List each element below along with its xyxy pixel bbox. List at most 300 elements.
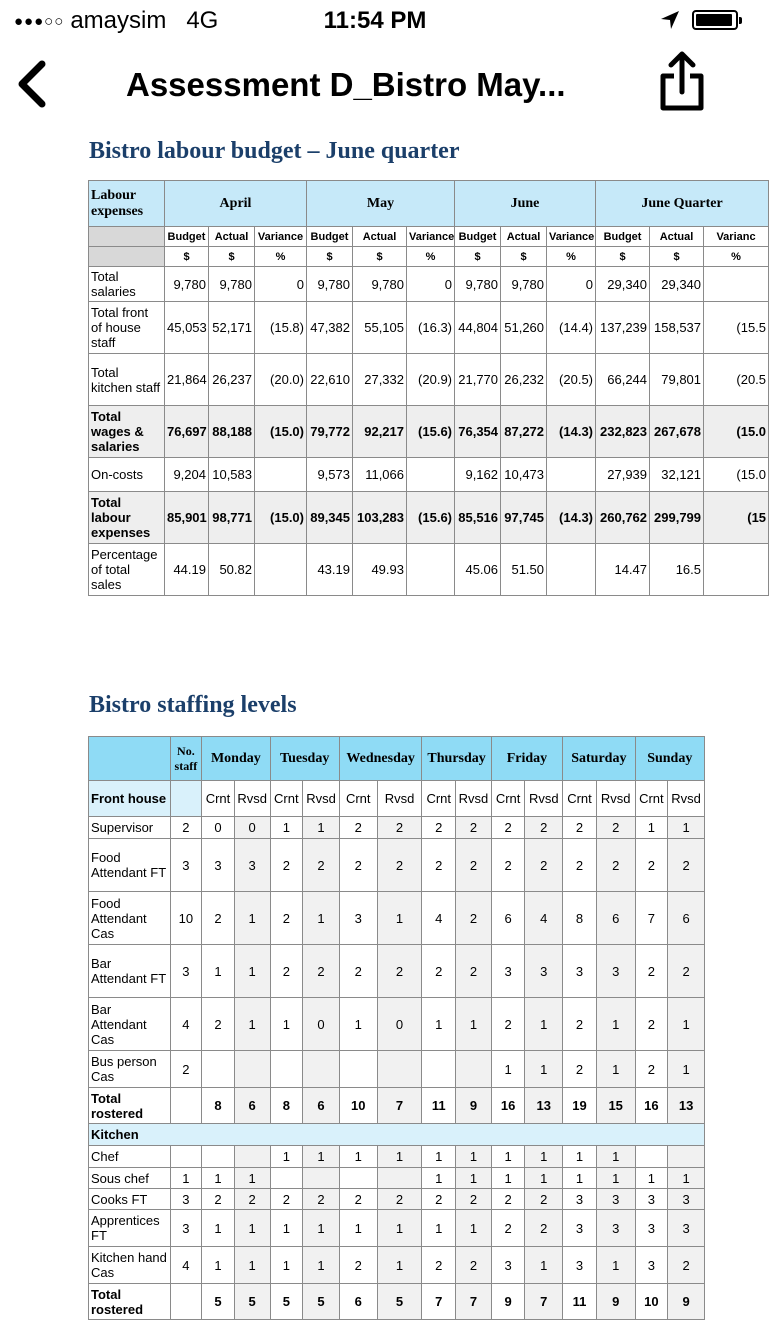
rvsd-header: Rvsd (377, 781, 422, 817)
staff-count-cell (234, 1051, 270, 1088)
staff-count-cell: 2 (563, 817, 597, 839)
budget-value-cell: 22,610 (307, 354, 353, 406)
staff-count-cell: 1 (170, 1168, 202, 1189)
row-label: Total labour expenses (89, 492, 165, 544)
column-subheader: Actual (353, 227, 407, 247)
column-subheader: Actual (501, 227, 547, 247)
staff-count-cell: 16 (635, 1088, 668, 1124)
rvsd-header: Rvsd (596, 781, 635, 817)
staff-count-cell: 1 (491, 1146, 525, 1168)
staff-count-cell: 2 (377, 839, 422, 892)
staff-count-cell (668, 1146, 705, 1168)
crnt-header: Crnt (491, 781, 525, 817)
staff-count-cell: 3 (668, 1189, 705, 1210)
staff-count-cell: 1 (491, 1051, 525, 1088)
staff-count-cell: 3 (668, 1210, 705, 1247)
budget-value-cell: 49.93 (353, 544, 407, 596)
staff-count-cell: 2 (456, 1189, 492, 1210)
staff-count-cell: 5 (377, 1284, 422, 1320)
budget-value-cell: 52,171 (209, 302, 255, 354)
staffing-row (89, 839, 705, 892)
staff-count-cell: 2 (339, 817, 377, 839)
staff-count-cell: 1 (303, 1210, 340, 1247)
budget-value-cell: 89,345 (307, 492, 353, 544)
staff-count-cell (270, 1051, 303, 1088)
staff-count-cell: 2 (422, 839, 456, 892)
staff-count-cell: 4 (422, 892, 456, 945)
staff-count-cell: 4 (525, 892, 563, 945)
staff-count-cell: 7 (456, 1284, 492, 1320)
row-label: Food Attendant Cas (89, 892, 171, 945)
staff-count-cell: 16 (491, 1088, 525, 1124)
staff-count-cell: 1 (202, 1210, 235, 1247)
staff-count-cell: 1 (339, 998, 377, 1051)
staff-count-cell: 2 (525, 1189, 563, 1210)
staff-count-cell: 1 (668, 1168, 705, 1189)
blank-header (89, 737, 171, 781)
staff-count-cell: 9 (456, 1088, 492, 1124)
budget-value-cell (547, 458, 596, 492)
staff-count-cell: 2 (422, 1247, 456, 1284)
staff-count-cell: 1 (377, 1210, 422, 1247)
staff-count-cell: 2 (303, 1189, 340, 1210)
staff-count-cell: 1 (668, 998, 705, 1051)
column-subheader: Budget (165, 227, 209, 247)
staff-count-cell: 5 (270, 1284, 303, 1320)
staff-count-cell: 2 (422, 1189, 456, 1210)
budget-heading: Bistro labour budget – June quarter (89, 138, 460, 164)
budget-value-cell: 29,340 (596, 267, 650, 302)
staff-count-cell: 7 (377, 1088, 422, 1124)
crnt-header: Crnt (270, 781, 303, 817)
budget-value-cell: 51.50 (501, 544, 547, 596)
staff-count-cell: 9 (491, 1284, 525, 1320)
budget-value-cell: 85,516 (455, 492, 501, 544)
staff-count-cell: 3 (491, 945, 525, 998)
day-header: Friday (491, 737, 562, 781)
staff-count-cell: 3 (170, 1210, 202, 1247)
column-subheader: Budget (455, 227, 501, 247)
staff-count-cell: 1 (596, 1247, 635, 1284)
staff-count-cell: 2 (377, 945, 422, 998)
budget-value-cell: (15.5 (704, 302, 769, 354)
staff-count-cell: 1 (234, 945, 270, 998)
staff-count-cell: 3 (339, 892, 377, 945)
month-header: June (455, 181, 596, 227)
staff-count-cell: 2 (668, 945, 705, 998)
staff-count-cell: 1 (234, 892, 270, 945)
staff-count-cell: 1 (377, 892, 422, 945)
day-header: Tuesday (270, 737, 339, 781)
staff-count-cell: 1 (596, 1146, 635, 1168)
staff-count-cell: 2 (303, 839, 340, 892)
staff-count-cell: 2 (270, 1189, 303, 1210)
row-label: On-costs (89, 458, 165, 492)
staff-count-cell: 2 (563, 998, 597, 1051)
staff-count-cell (270, 1168, 303, 1189)
staff-count-cell: 2 (456, 817, 492, 839)
staff-count-cell: 3 (635, 1189, 668, 1210)
budget-value-cell: 85,901 (165, 492, 209, 544)
crnt-header: Crnt (635, 781, 668, 817)
staff-count-cell: 2 (377, 1189, 422, 1210)
rvsd-header: Rvsd (668, 781, 705, 817)
staff-count-cell: 1 (525, 1247, 563, 1284)
staff-count-cell: 2 (339, 1189, 377, 1210)
staff-count-cell: 3 (596, 1210, 635, 1247)
staff-count-cell: 2 (377, 817, 422, 839)
staff-count-cell (339, 1051, 377, 1088)
staff-count-cell (422, 1051, 456, 1088)
staff-count-cell: 2 (422, 817, 456, 839)
staff-count-cell: 2 (202, 892, 235, 945)
staff-count-cell: 1 (563, 1146, 597, 1168)
staffing-row (89, 1168, 705, 1189)
staffing-heading: Bistro staffing levels (89, 692, 297, 718)
budget-value-cell: 9,780 (353, 267, 407, 302)
staff-count-cell: 9 (668, 1284, 705, 1320)
staff-count-cell: 1 (234, 1168, 270, 1189)
no-staff-header: No. staff (170, 737, 202, 781)
row-label: Chef (89, 1146, 171, 1168)
budget-value-cell (255, 544, 307, 596)
budget-value-cell: (14.3) (547, 406, 596, 458)
staff-count-cell: 9 (596, 1284, 635, 1320)
staffing-levels-table (88, 736, 705, 1320)
staff-count-cell: 2 (339, 839, 377, 892)
budget-value-cell: (15.6) (407, 492, 455, 544)
budget-value-cell: (15.8) (255, 302, 307, 354)
staffing-row (89, 945, 705, 998)
rvsd-header: Rvsd (525, 781, 563, 817)
staff-count-cell: 10 (339, 1088, 377, 1124)
column-subheader: Actual (209, 227, 255, 247)
staff-count-cell: 1 (422, 1210, 456, 1247)
budget-value-cell: (20.9) (407, 354, 455, 406)
row-label: Sous chef (89, 1168, 171, 1189)
staff-count-cell: 4 (170, 998, 202, 1051)
budget-value-cell: 79,772 (307, 406, 353, 458)
staff-count-cell: 1 (303, 1146, 340, 1168)
staff-count-cell: 1 (234, 998, 270, 1051)
staff-count-cell: 1 (596, 998, 635, 1051)
staff-count-cell: 2 (525, 1210, 563, 1247)
staffing-row (89, 817, 705, 839)
row-label: Cooks FT (89, 1189, 171, 1210)
staff-count-cell: 2 (596, 839, 635, 892)
carrier-name: amaysim (70, 7, 167, 34)
row-label: Supervisor (89, 817, 171, 839)
budget-value-cell: 32,121 (650, 458, 704, 492)
budget-value-cell: 26,237 (209, 354, 255, 406)
budget-row (89, 492, 769, 544)
crnt-header: Crnt (202, 781, 235, 817)
staffing-row (89, 998, 705, 1051)
staff-count-cell: 0 (234, 817, 270, 839)
staff-count-cell: 1 (456, 998, 492, 1051)
blank-cell (89, 247, 165, 267)
staff-count-cell: 1 (525, 1051, 563, 1088)
staff-count-cell: 1 (303, 1247, 340, 1284)
unit-cell: $ (353, 247, 407, 267)
month-header: May (307, 181, 455, 227)
staff-count-cell: 1 (456, 1210, 492, 1247)
staff-count-cell: 1 (270, 998, 303, 1051)
staff-count-cell: 1 (202, 1247, 235, 1284)
budget-value-cell: 9,780 (501, 267, 547, 302)
document-title: Assessment D_Bistro May... (126, 66, 566, 103)
staff-count-cell: 2 (270, 945, 303, 998)
staff-count-cell: 2 (635, 945, 668, 998)
column-subheader: Variance (547, 227, 596, 247)
staff-count-cell (234, 1146, 270, 1168)
staff-count-cell: 1 (303, 817, 340, 839)
staff-count-cell: 3 (635, 1247, 668, 1284)
staff-count-cell: 3 (170, 1189, 202, 1210)
unit-cell: $ (165, 247, 209, 267)
staff-count-cell (303, 1168, 340, 1189)
staff-count-cell: 1 (270, 817, 303, 839)
budget-value-cell: 98,771 (209, 492, 255, 544)
kitchen-section-row (89, 1124, 705, 1146)
row-label: Food Attendant FT (89, 839, 171, 892)
budget-value-cell: 9,162 (455, 458, 501, 492)
staff-count-cell: 1 (422, 1168, 456, 1189)
staff-count-cell: 2 (596, 817, 635, 839)
staff-count-cell: 1 (303, 892, 340, 945)
column-subheader: Budget (596, 227, 650, 247)
budget-row (89, 406, 769, 458)
signal-strength-icon: ●●●○○ (14, 12, 65, 30)
staff-count-cell: 3 (563, 1247, 597, 1284)
row-label: Total kitchen staff (89, 354, 165, 406)
column-subheader: Variance (255, 227, 307, 247)
staff-count-cell: 11 (563, 1284, 597, 1320)
unit-cell: $ (596, 247, 650, 267)
budget-value-cell: 9,573 (307, 458, 353, 492)
budget-value-cell: 9,780 (209, 267, 255, 302)
column-subheader: Actual (650, 227, 704, 247)
staff-count-cell: 5 (303, 1284, 340, 1320)
staff-count-cell: 1 (491, 1168, 525, 1189)
budget-value-cell: 21,770 (455, 354, 501, 406)
staff-count-cell: 2 (668, 839, 705, 892)
staff-count-cell: 1 (202, 1168, 235, 1189)
budget-value-cell: 21,864 (165, 354, 209, 406)
day-header: Sunday (635, 737, 704, 781)
staff-count-cell (339, 1168, 377, 1189)
staff-count-cell: 8 (270, 1088, 303, 1124)
staffing-row (89, 1051, 705, 1088)
staff-count-cell: 2 (491, 1189, 525, 1210)
budget-value-cell (407, 544, 455, 596)
budget-value-cell: 10,473 (501, 458, 547, 492)
staff-count-cell: 1 (596, 1051, 635, 1088)
staff-count-cell: 6 (668, 892, 705, 945)
crnt-header: Crnt (422, 781, 456, 817)
staff-count-cell (635, 1146, 668, 1168)
staffing-row (89, 1146, 705, 1168)
budget-value-cell: 9,780 (455, 267, 501, 302)
row-label: Total wages & salaries (89, 406, 165, 458)
staff-count-cell (303, 1051, 340, 1088)
budget-value-cell: 137,239 (596, 302, 650, 354)
staff-count-cell: 5 (202, 1284, 235, 1320)
blank-cell (170, 781, 202, 817)
staff-count-cell: 8 (563, 892, 597, 945)
share-icon[interactable] (656, 48, 708, 114)
staff-count-cell: 1 (525, 1146, 563, 1168)
budget-value-cell: 45,053 (165, 302, 209, 354)
row-label: Total salaries (89, 267, 165, 302)
staff-count-cell: 2 (491, 1210, 525, 1247)
staff-count-cell: 7 (422, 1284, 456, 1320)
staff-count-cell: 2 (422, 945, 456, 998)
staff-count-cell: 1 (422, 1146, 456, 1168)
budget-row (89, 302, 769, 354)
budget-value-cell: 44.19 (165, 544, 209, 596)
row-label: Total front of house staff (89, 302, 165, 354)
month-header: June Quarter (596, 181, 769, 227)
staff-count-cell: 2 (339, 1247, 377, 1284)
staff-count-cell: 3 (563, 1210, 597, 1247)
unit-cell: $ (501, 247, 547, 267)
unit-cell: $ (307, 247, 353, 267)
staff-count-cell: 2 (456, 839, 492, 892)
staff-count-cell: 2 (456, 892, 492, 945)
column-subheader: Variance (407, 227, 455, 247)
budget-value-cell: 27,332 (353, 354, 407, 406)
staff-count-cell: 7 (635, 892, 668, 945)
staff-count-cell: 3 (596, 945, 635, 998)
staff-count-cell: 1 (270, 1146, 303, 1168)
staff-count-cell (456, 1051, 492, 1088)
day-header: Thursday (422, 737, 491, 781)
budget-value-cell: 50.82 (209, 544, 255, 596)
budget-value-cell: (14.3) (547, 492, 596, 544)
staff-count-cell: 2 (202, 1189, 235, 1210)
staff-count-cell: 2 (202, 998, 235, 1051)
budget-value-cell: (20.5) (547, 354, 596, 406)
budget-value-cell: 103,283 (353, 492, 407, 544)
staff-count-cell: 2 (635, 1051, 668, 1088)
staff-count-cell: 1 (339, 1146, 377, 1168)
budget-value-cell: 9,204 (165, 458, 209, 492)
budget-value-cell: 45.06 (455, 544, 501, 596)
row-label: Percentage of total sales (89, 544, 165, 596)
budget-value-cell: 66,244 (596, 354, 650, 406)
staff-count-cell: 1 (635, 817, 668, 839)
staffing-row (89, 1247, 705, 1284)
staff-count-cell: 2 (635, 839, 668, 892)
budget-value-cell: 79,801 (650, 354, 704, 406)
budget-value-cell: 44,804 (455, 302, 501, 354)
staff-count-cell: 7 (525, 1284, 563, 1320)
location-arrow-icon (660, 10, 680, 30)
staff-count-cell: 6 (491, 892, 525, 945)
unit-cell: % (255, 247, 307, 267)
staff-count-cell: 1 (377, 1146, 422, 1168)
staff-count-cell: 2 (563, 1051, 597, 1088)
staff-count-cell: 2 (303, 945, 340, 998)
staff-count-cell: 6 (234, 1088, 270, 1124)
front-house-label: Front house (89, 781, 171, 817)
back-chevron-icon[interactable] (14, 58, 54, 110)
staff-count-cell: 1 (456, 1146, 492, 1168)
budget-value-cell (704, 544, 769, 596)
budget-value-cell: 27,939 (596, 458, 650, 492)
staff-count-cell: 1 (563, 1168, 597, 1189)
budget-value-cell: (15.0) (255, 406, 307, 458)
row-label: Bus person Cas (89, 1051, 171, 1088)
budget-value-cell: 0 (255, 267, 307, 302)
staff-count-cell: 1 (377, 1247, 422, 1284)
staff-count-cell: 11 (422, 1088, 456, 1124)
nav-bar (0, 44, 750, 124)
budget-value-cell: 88,188 (209, 406, 255, 458)
staff-count-cell: 19 (563, 1088, 597, 1124)
unit-cell: % (547, 247, 596, 267)
staff-count-cell: 1 (339, 1210, 377, 1247)
network-type: 4G (186, 7, 219, 34)
budget-value-cell: 26,232 (501, 354, 547, 406)
document-content[interactable] (88, 124, 767, 1334)
budget-value-cell: 76,697 (165, 406, 209, 458)
budget-value-cell: 10,583 (209, 458, 255, 492)
staff-count-cell: 3 (563, 945, 597, 998)
staff-count-cell: 2 (525, 839, 563, 892)
column-subheader: Budget (307, 227, 353, 247)
status-bar (0, 0, 750, 40)
budget-value-cell: (20.0) (255, 354, 307, 406)
budget-value-cell: 0 (407, 267, 455, 302)
day-header: Wednesday (339, 737, 422, 781)
row-label: Total rostered (89, 1284, 171, 1320)
staff-count-cell: 3 (525, 945, 563, 998)
staff-count-cell: 3 (635, 1210, 668, 1247)
staff-count-cell: 2 (234, 1189, 270, 1210)
budget-row (89, 458, 769, 492)
status-time: 11:54 PM (323, 7, 427, 34)
staff-count-cell: 2 (270, 839, 303, 892)
staff-count-cell: 2 (270, 892, 303, 945)
budget-value-cell: 158,537 (650, 302, 704, 354)
budget-value-cell: 267,678 (650, 406, 704, 458)
staff-count-cell: 6 (303, 1088, 340, 1124)
staffing-row (89, 892, 705, 945)
budget-value-cell: 232,823 (596, 406, 650, 458)
unit-cell: % (407, 247, 455, 267)
rvsd-header: Rvsd (234, 781, 270, 817)
day-header: Monday (202, 737, 270, 781)
budget-value-cell (547, 544, 596, 596)
budget-value-cell: 29,340 (650, 267, 704, 302)
budget-value-cell: 55,105 (353, 302, 407, 354)
row-label: Bar Attendant FT (89, 945, 171, 998)
staff-count-cell: 3 (234, 839, 270, 892)
day-header: Saturday (563, 737, 635, 781)
budget-value-cell: (14.4) (547, 302, 596, 354)
budget-value-cell: (15.0) (255, 492, 307, 544)
blank-cell (89, 227, 165, 247)
staff-count-cell: 0 (202, 817, 235, 839)
budget-value-cell: 14.47 (596, 544, 650, 596)
crnt-header: Crnt (563, 781, 597, 817)
budget-row (89, 267, 769, 302)
row-label: Kitchen hand Cas (89, 1247, 171, 1284)
budget-value-cell: 43.19 (307, 544, 353, 596)
staff-count-cell: 3 (202, 839, 235, 892)
